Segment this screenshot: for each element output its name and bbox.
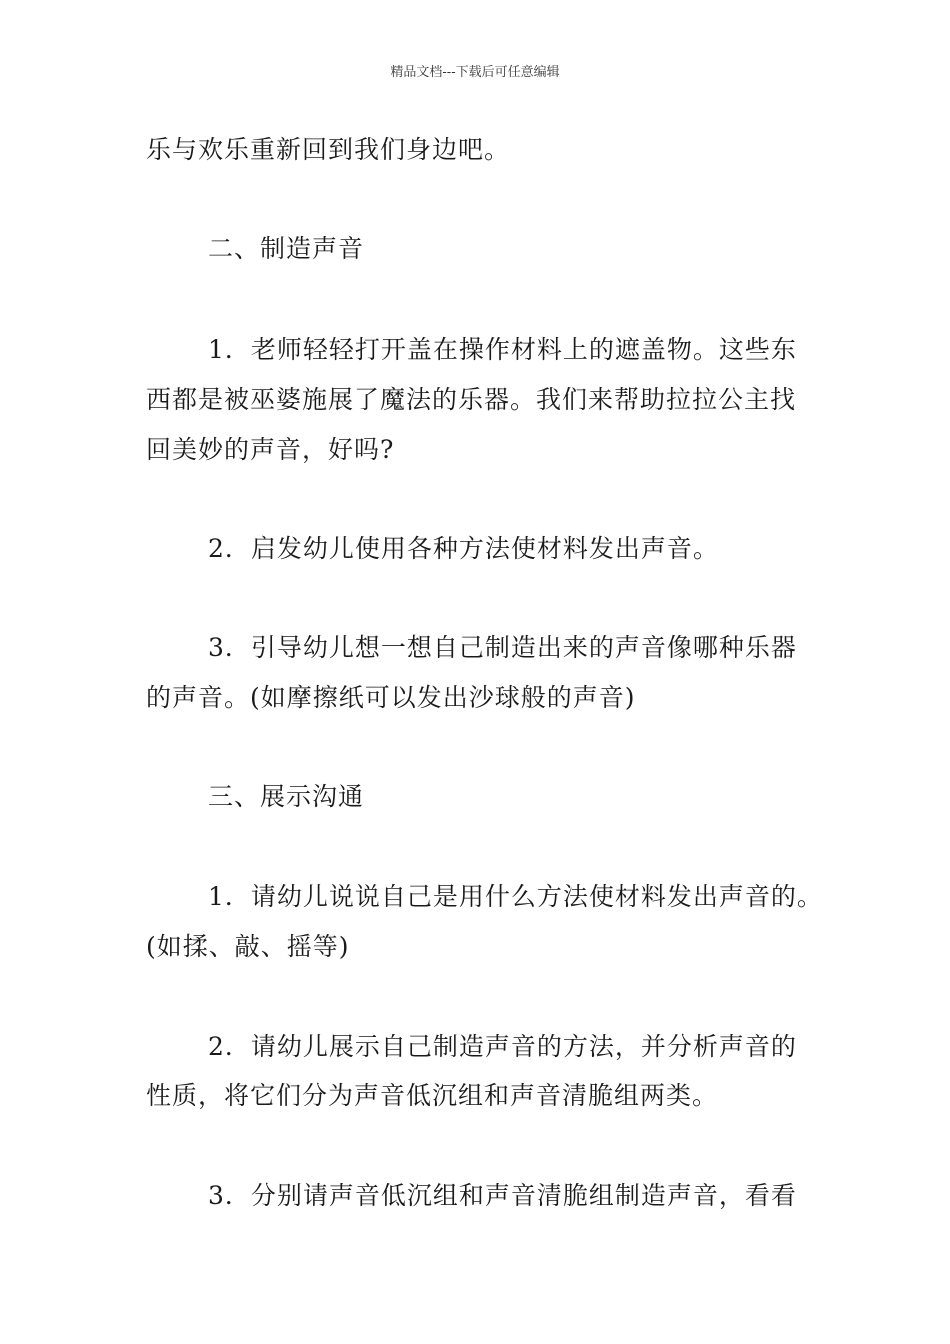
text-line: 1．请幼儿说说自己是用什么方法使材料发出声音的。 — [208, 882, 823, 911]
text-line: 1．老师轻轻打开盖在操作材料上的遮盖物。这些东 — [208, 335, 797, 364]
text-line: 乐与欢乐重新回到我们身边吧。 — [146, 135, 511, 164]
text-line: 2．启发幼儿使用各种方法使材料发出声音。 — [208, 534, 719, 563]
text-line: 3．引导幼儿想一想自己制造出来的声音像哪种乐器 — [208, 633, 797, 662]
page-header: 精品文档---下载后可任意编辑 — [390, 65, 560, 80]
text-line: 的声音。(如摩擦纸可以发出沙球般的声音) — [146, 683, 636, 712]
text-line: 3．分别请声音低沉组和声音清脆组制造声音，看看 — [208, 1181, 797, 1210]
text-line: 性质，将它们分为声音低沉组和声音清脆组两类。 — [146, 1081, 719, 1110]
text-line: 西都是被巫婆施展了魔法的乐器。我们来帮助拉拉公主找 — [146, 385, 797, 414]
section-heading-3: 三、展示沟通 — [208, 782, 365, 811]
text-line: 回美妙的声音，好吗? — [146, 435, 395, 464]
text-line: 2．请幼儿展示自己制造声音的方法，并分析声音的 — [208, 1032, 797, 1061]
section-heading-2: 二、制造声音 — [208, 234, 365, 263]
text-line: (如揉、敲、摇等) — [146, 932, 350, 961]
